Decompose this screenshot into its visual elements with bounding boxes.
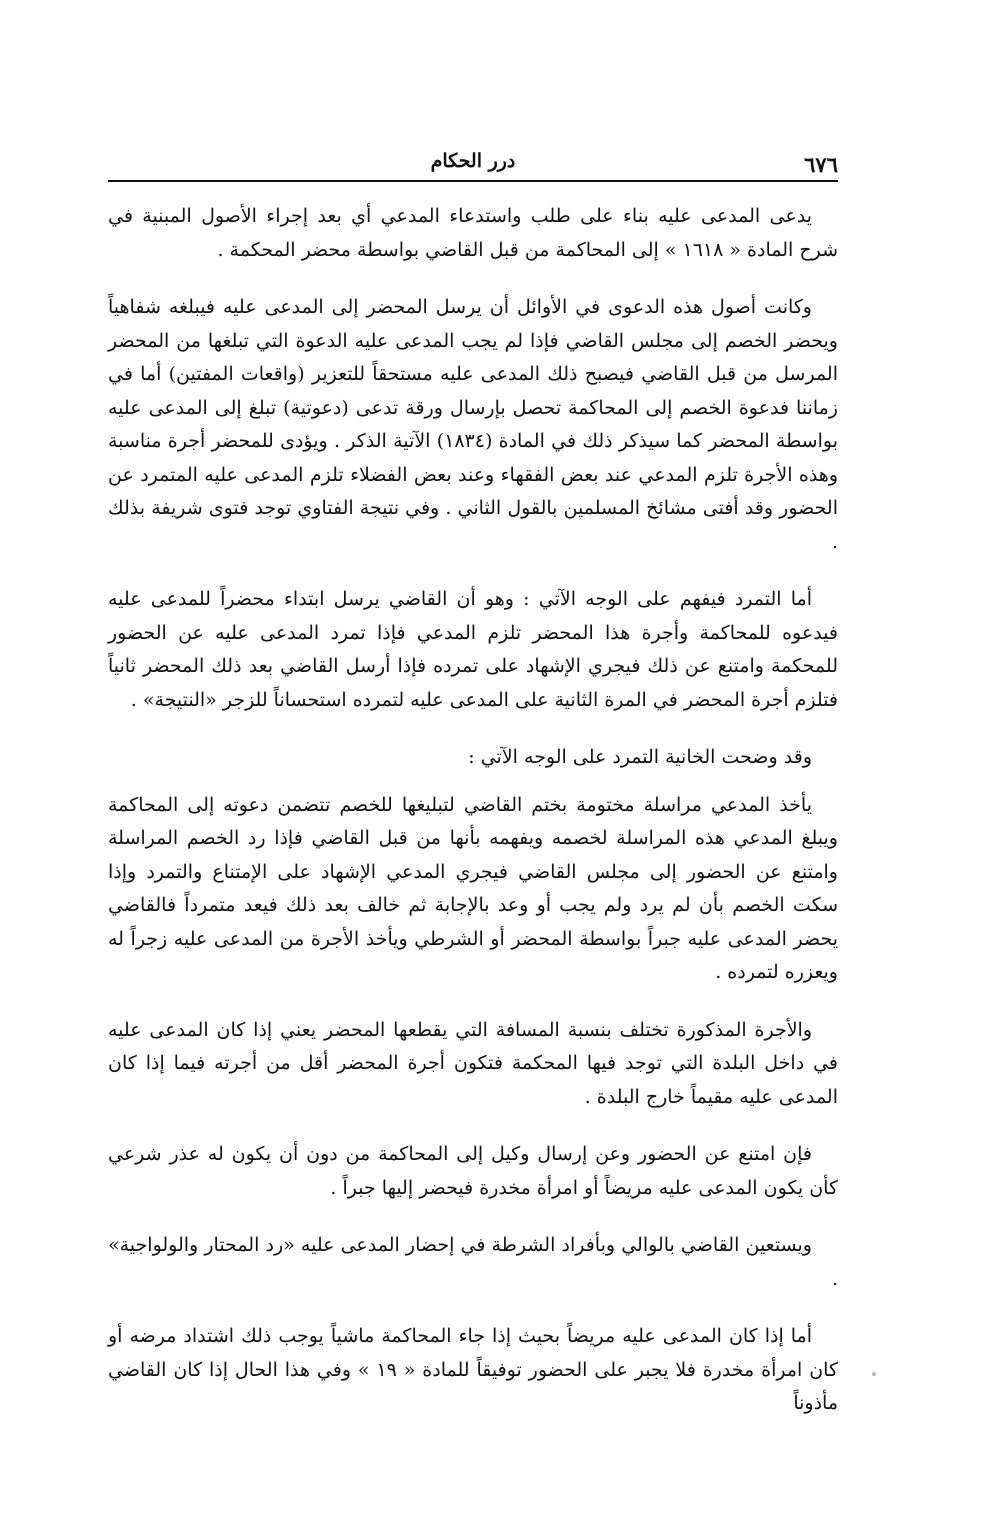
page-header: [108, 148, 838, 178]
paragraph: فإن امتنع عن الحضور وعن إرسال وكيل إلى المحاكمة من دون أن يكون له عذر شرعي كأن يكون المدعى عليه مريضاً أو امرأة مخدرة فيحضر إليها جبراً .: [108, 1143, 838, 1199]
paragraph: يدعى المدعى عليه بناء على طلب واستدعاء المدعي أي بعد إجراء الأصول المبنية في شرح المادة « ١٦١٨ » إلى المحاكمة من قبل القاضي بواسطة محضر المحكمة .: [108, 205, 838, 261]
paragraph: وقد وضحت الخانية التمرد على الوجه الآتي :: [468, 746, 812, 768]
scan-speck: [872, 1372, 876, 1376]
paragraph: أما التمرد فيفهم على الوجه الآتي : وهو أن القاضي يرسل ابتداء محضراً للمدعى عليه فيدعوه للمحاكمة وأجرة هذا المحضر تلزم المدعي فإذا تمرد المدعى عليه عن الحضور للمحكمة وامتنع عن ذلك فيجري الإشهاد على تمرده فإذا أرسل القاضي بعد ذلك المحضر ثانياً فتلزم أجرة المحضر في المرة الثانية على المدعى عليه لتمرده استحساناً للزجر «النتيجة» .: [108, 588, 838, 711]
running-title: درر الحكام: [430, 150, 516, 172]
paragraph: والأجرة المذكورة تختلف بنسبة المسافة التي يقطعها المحضر يعني إذا كان المدعى عليه في داخل البلدة التي توجد فيها المحكمة فتكون أجرة المحضر أقل من أجرته فيما إذا كان المدعى عليه مقيماً خارج البلدة .: [108, 1018, 838, 1108]
paragraph: أما إذا كان المدعى عليه مريضاً بحيث إذا جاء المحاكمة ماشياً يوجب ذلك اشتداد مرضه أو كان امرأة مخدرة فلا يجبر على الحضور توفيقاً للمادة « ١٩ » وفي هذا الحال إذا كان القاضي مأذوناً: [108, 1325, 838, 1414]
paragraph: وكانت أصول هذه الدعوى في الأوائل أن يرسل المحضر إلى المدعى عليه فيبلغه شفاهياً ويحضر الخصم إلى مجلس القاضي فإذا لم يجب المدعى عليه الدعوة التي تبلغها من المحضر المرسل من قبل القاضي فيصبح ذلك المدعى عليه مستحقاً للتعزير (واقعات المفتين) أما في زماننا فدعوة الخصم إلى المحاكمة تحصل بإرسال ورقة تدعى (دعوتية) تبلغ إلى المدعى عليه بواسطة المحضر كما سيذكر ذلك في المادة (١٨٣٤) الآتية الذكر . ويؤدى للمحضر أجرة مناسبة وهذه الأجرة تلزم المدعي عند بعض الفقهاء وعند بعض الفضلاء تلزم المدعى عليه المتمرد عن الحضور وقد أفتى مشائخ المسلمين بالقول الثاني . وفي نتيجة الفتاوي توجد فتوى شريفة بذلك .: [108, 296, 838, 553]
body-text: [108, 200, 838, 1421]
page-number: ٦٧٦: [804, 152, 838, 177]
header-rule: [108, 180, 838, 182]
paragraph: ويستعين القاضي بالوالي وبأفراد الشرطة في إحضار المدعى عليه «رد المحتار والولواجية» .: [108, 1234, 838, 1290]
paragraph: يأخذ المدعي مراسلة مختومة بختم القاضي لتبليغها للخصم تتضمن دعوته إلى المحاكمة ويبلغ المدعي هذه المراسلة لخصمه ويفهمه بأنها من قبل القاضي فإذا رد الخصم المراسلة وامتنع عن الحضور إلى مجلس القاضي فيجري المدعي الإشهاد على الإمتناع والتمرد وإذا سكت الخصم بأن لم يرد ولم يجب أو وعد بالإجابة ثم خالف بعد ذلك فيعد متمرداً فالقاضي يحضر المدعى عليه جبراً بواسطة المحضر أو الشرطي ويأخذ الأجرة من المدعى عليه زجراً له ويعزره لتمرده .: [108, 793, 838, 983]
